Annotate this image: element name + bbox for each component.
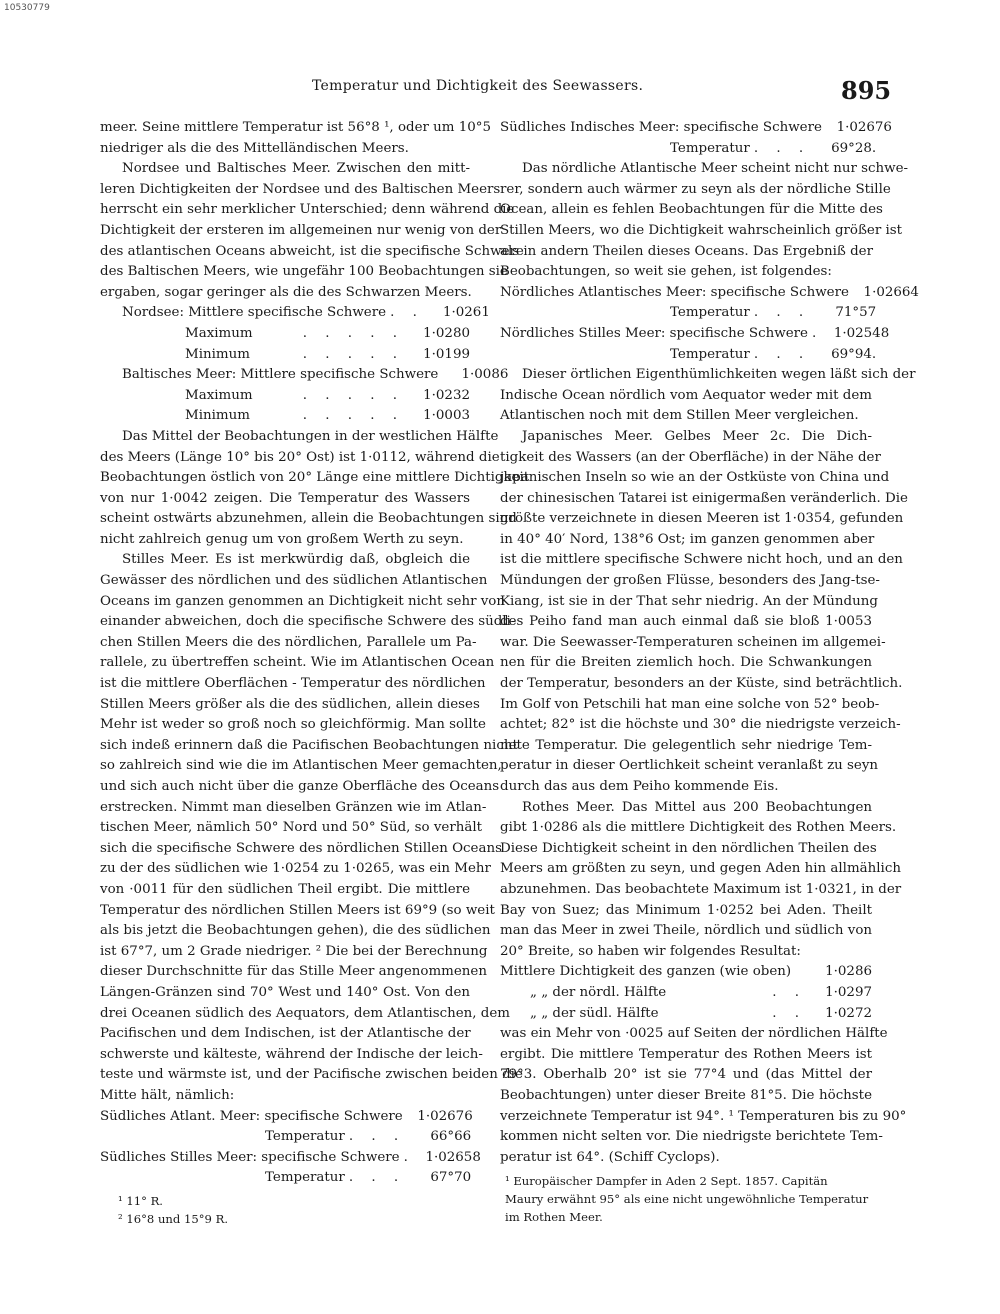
text-line: ist die mittlere Oberflächen - Temperatur des nördlichen [100, 676, 486, 692]
row-label: Temperatur [670, 305, 750, 321]
text-line: in 40° 40′ Nord, 138°6 Ost; im ganzen genommen aber [500, 531, 875, 547]
text-line: Das Mittel der Beobachtungen in der westlichen Hälfte [122, 428, 499, 444]
text-line: Stillen Meers, wo die Dichtigkeit wahrscheinlich größer ist [500, 222, 903, 238]
row-value: 1·0297 [825, 984, 872, 1000]
text-line: als bis jetzt die Beobachtungen gehen), die des südlichen [100, 923, 491, 939]
text-line: achtet; 82° ist die höchste und 30° die niedrigste verzeich- [500, 717, 901, 733]
table-row [100, 365, 509, 386]
table-row [100, 1107, 473, 1128]
page-identifier: 10530779 [4, 3, 50, 13]
text-line: Beobachtungen) unter dieser Breite 81°5. Die höchste [500, 1087, 872, 1103]
row-leader-dots: . . . [753, 305, 811, 321]
text-line: Längen-Gränzen sind 70° West und 140° Ost. Von den [100, 984, 470, 1000]
text-line: kommen nicht selten vor. Die niedrigste berichtete Tem- [500, 1129, 883, 1145]
footnote: ¹ Europäischer Dampfer in Aden 2 Sept. 1857. Capitän [505, 1174, 828, 1188]
row-label: Baltisches Meer: Mittlere specifische Schwere [122, 367, 439, 383]
text-line: durch das aus dem Peiho kommende Eis. [500, 779, 779, 794]
table-row [500, 962, 872, 983]
row-value: 71°57 [835, 305, 877, 321]
text-line: und sich auch nicht über die ganze Oberfläche des Oceans [100, 779, 500, 794]
row-leader-dots: . . . . . [302, 325, 404, 341]
text-line: dieser Durchschnitte für das Stille Meer angenommenen [100, 964, 487, 980]
text-line: nicht zahlreich genug um von großem Werth zu seyn. [100, 531, 464, 547]
text-line: Das nördliche Atlantische Meer scheint nicht nur schwe- [522, 161, 909, 177]
row-label: Temperatur [670, 140, 750, 156]
text-line: zu der des südlichen wie 1·0254 zu 1·0265, was ein Mehr [100, 861, 491, 877]
table-row [500, 324, 890, 345]
table-row [100, 1148, 481, 1169]
text-line: einander abweichen, doch die specifische Schwere des südli- [100, 614, 516, 630]
table-row [100, 303, 490, 324]
row-label: Temperatur [265, 1170, 345, 1186]
text-line: tigkeit des Wassers (an der Oberfläche) in der Nähe der [500, 449, 881, 465]
row-value: 1·0272 [825, 1005, 872, 1021]
text-line: der chinesischen Tatarei ist einigermaßen veränderlich. Die [500, 490, 908, 506]
text-line: nen für die Breiten ziemlich hoch. Die Schwankungen [500, 655, 872, 671]
footnotes-left [118, 1192, 228, 1228]
text-line: japanischen Inseln so wie an der Ostküste von China und [500, 470, 890, 486]
row-value: 1·0232 [423, 387, 470, 403]
text-line: Pacifischen und dem Indischen, ist der Atlantische der [100, 1026, 471, 1042]
table-row [100, 1168, 470, 1189]
text-line: chen Stillen Meers die des nördlichen, Parallele um Pa- [100, 634, 477, 650]
row-value: 1·02676 [417, 1108, 473, 1124]
text-line: Mehr ist weder so groß noch so gleichförmig. Man sollte [100, 717, 486, 733]
text-line: teste und wärmste ist, und der Pacifische zwischen beiden die [100, 1067, 523, 1083]
row-leader-dots: . [403, 1149, 415, 1165]
right-column [500, 118, 919, 1168]
text-line: meer. Seine mittlere Temperatur ist 56°8 ¹, oder um 10°5 [100, 120, 491, 135]
text-line: Kiang, ist sie in der That sehr niedrig. An der Mündung [500, 593, 878, 609]
row-leader-dots: . . . [348, 1170, 406, 1186]
text-line: Meers am größten zu seyn, und gegen Aden hin allmählich [500, 861, 901, 877]
text-line: der Temperatur, besonders an der Küste, sind beträchtlich. [500, 676, 903, 692]
text-line: des Meers (Länge 10° bis 20° Ost) ist 1·0112, während die [100, 449, 500, 465]
text-line: ist die mittlere specifische Schwere nicht hoch, und an den [500, 552, 903, 568]
row-value: 1·0280 [423, 325, 470, 341]
text-line: Rothes Meer. Das Mittel aus 200 Beobachtungen [522, 799, 872, 815]
footnote: Maury erwähnt 95° als eine nicht ungewöhnliche Temperatur [505, 1192, 869, 1206]
row-leader-dots: . [811, 325, 824, 341]
footnotes-right [505, 1172, 872, 1226]
row-label: Minimum [185, 408, 250, 424]
text-line: Gewässer des nördlichen und des südlichen Atlantischen [100, 573, 488, 589]
row-leader-dots: . . [390, 305, 424, 321]
text-line: herrscht ein sehr merklicher Unterschied; denn während die [100, 202, 515, 218]
table-row [100, 406, 470, 427]
text-line: schwerste und kälteste, während der Indische der leich- [100, 1046, 483, 1062]
text-line: abzunehmen. Das beobachtete Maximum ist 1·0321, in der [500, 881, 902, 897]
row-leader-dots: . . [772, 984, 806, 1000]
text-line: Bay von Suez; das Minimum 1·0252 bei Aden. Theilt [500, 902, 872, 918]
text-line: Diese Dichtigkeit scheint in den nördlichen Theilen des [500, 840, 877, 856]
row-label: Südliches Indisches Meer: specifische Schwere [500, 120, 822, 135]
text-line: rer, sondern auch wärmer zu seyn als der nördliche Stille [500, 181, 891, 197]
text-line: ergaben, sogar geringer als die des Schwarzen Meers. [100, 284, 472, 300]
footnote: im Rothen Meer. [505, 1210, 603, 1224]
row-label: Minimum [185, 346, 250, 362]
row-value: 66°66 [430, 1129, 472, 1145]
row-value: 67°70 [430, 1170, 472, 1186]
text-line: ist 67°7, um 2 Grade niedriger. ² Die bei der Berechnung [100, 943, 488, 959]
text-line: nete Temperatur. Die gelegentlich sehr niedrige Tem- [500, 737, 872, 753]
row-label: Südliches Atlant. Meer: specifische Schwere [100, 1108, 403, 1124]
text-line: Atlantischen noch mit dem Stillen Meer vergleichen. [500, 408, 859, 424]
row-label: Nördliches Atlantisches Meer: specifische Schwere [500, 284, 849, 300]
row-value: 1·0086 [461, 367, 509, 383]
table-row [500, 283, 919, 304]
row-label: Temperatur [670, 346, 750, 362]
row-value: 1·0286 [825, 964, 872, 980]
text-line: sich indeß erinnern daß die Pacifischen Beobachtungen nicht [100, 737, 518, 753]
footnote: ² 16°8 und 15°9 R. [118, 1212, 229, 1226]
text-line: von ·0011 für den südlichen Theil ergibt. Die mittlere [100, 881, 470, 897]
row-value: 1·02658 [425, 1149, 481, 1165]
table-row [100, 345, 470, 366]
row-leader-dots [438, 365, 446, 386]
text-line: ergibt. Die mittlere Temperatur des Rothen Meers ist [500, 1046, 872, 1062]
table-row [100, 386, 470, 407]
text-line: war. Die Seewasser-Temperaturen scheinen im allgemei- [500, 634, 886, 650]
text-line: gibt 1·0286 als die mittlere Dichtigkeit des Rothen Meers. [500, 820, 897, 836]
text-line: Oceans im ganzen genommen an Dichtigkeit nicht sehr von [100, 593, 505, 609]
row-value: 1·02548 [833, 325, 890, 341]
page-number: 895 [841, 76, 892, 105]
row-leader-dots [849, 283, 857, 304]
row-value: 69°28. [831, 140, 877, 156]
text-line: des atlantischen Oceans abweicht, ist die specifische Schwere [100, 243, 524, 259]
text-line: Dieser örtlichen Eigenthümlichkeiten wegen läßt sich der [522, 367, 916, 383]
row-leader-dots [403, 1107, 411, 1128]
text-line: sich die specifische Schwere des nördlichen Stillen Oceans [100, 840, 502, 856]
text-line: als in andern Theilen dieses Oceans. Das Ergebniß der [500, 243, 873, 259]
text-line: 79°3. Oberhalb 20° ist sie 77°4 und (das Mittel der [500, 1067, 872, 1083]
table-row [500, 983, 872, 1004]
row-label: „ „ der südl. Hälfte [530, 1005, 659, 1021]
footnote: ¹ 11° R. [118, 1194, 163, 1208]
text-line: größte verzeichnete in diesen Meeren ist 1·0354, gefunden [500, 511, 904, 527]
text-line: Japanisches Meer. Gelbes Meer 2c. Die Dich- [522, 428, 872, 444]
row-value: 1·02664 [863, 284, 919, 300]
text-line: des Peiho fand man auch einmal daß sie bloß 1·0053 [500, 614, 872, 630]
row-label: Maximum [185, 325, 253, 341]
text-line: Beobachtungen, so weit sie gehen, ist folgendes: [500, 264, 832, 280]
row-leader-dots: . . . [753, 140, 811, 156]
text-line: Indische Ocean nördlich vom Aequator weder mit dem [500, 387, 872, 403]
table-row [500, 139, 877, 160]
row-label: Maximum [185, 387, 253, 403]
text-line: Stillen Meers größer als die des südlichen, allein dieses [100, 696, 480, 712]
row-label: Nordsee: Mittlere specifische Schwere [122, 305, 387, 321]
text-line: peratur in dieser Oertlichkeit scheint veranlaßt zu seyn [500, 758, 879, 774]
row-leader-dots: . . . . . [302, 408, 404, 424]
table-row [500, 1004, 872, 1025]
row-value: 1·0261 [442, 305, 490, 321]
text-line: verzeichnete Temperatur ist 94°. ¹ Temperaturen bis zu 90° [500, 1108, 907, 1124]
row-label: Mittlere Dichtigkeit des ganzen (wie oben) [500, 964, 792, 980]
text-line: Dichtigkeit der ersteren im allgemeinen nur wenig von der [100, 222, 502, 238]
left-column [100, 118, 530, 1189]
row-label: Temperatur [265, 1129, 345, 1145]
text-line: peratur ist 64°. (Schiff Cyclops). [500, 1149, 720, 1165]
text-line: scheint ostwärts abzunehmen, allein die Beobachtungen sind [100, 511, 517, 527]
text-line: Ocean, allein es fehlen Beobachtungen für die Mitte des [500, 202, 883, 218]
row-value: 1·0003 [423, 408, 470, 424]
row-value: 1·0199 [423, 346, 470, 362]
text-line: Im Golf von Petschili hat man eine solche von 52° beob- [500, 696, 880, 712]
text-line: des Baltischen Meers, wie ungefähr 100 Beobachtungen sie [100, 264, 508, 280]
text-line: Beobachtungen östlich von 20° Länge eine mittlere Dichtigkeit [100, 470, 530, 486]
row-label: Südliches Stilles Meer: specifische Schwere [100, 1149, 400, 1165]
text-line: so zahlreich sind wie die im Atlantischen Meer gemachten, [100, 758, 502, 774]
row-label: Nördliches Stilles Meer: specifische Schwere [500, 325, 808, 341]
row-value: 1·02676 [836, 120, 892, 135]
text-line: rallele, zu übertreffen scheint. Wie im Atlantischen Ocean [100, 655, 495, 671]
text-line: tischen Meer, nämlich 50° Nord und 50° Süd, so verhält [100, 820, 483, 836]
row-leader-dots [822, 118, 830, 139]
text-line: Temperatur des nördlichen Stillen Meers ist 69°9 (so weit [100, 902, 495, 918]
row-label: „ „ der nördl. Hälfte [530, 984, 667, 1000]
table-row [100, 1127, 470, 1148]
text-line: von nur 1·0042 zeigen. Die Temperatur des Wassers [100, 490, 470, 506]
table-row [100, 324, 470, 345]
row-leader-dots: . . . [753, 346, 811, 362]
table-row [500, 345, 877, 366]
text-line: man das Meer in zwei Theile, nördlich und südlich von [500, 923, 873, 939]
text-line: Mündungen der großen Flüsse, besonders des Jang-tse- [500, 573, 880, 589]
text-line: niedriger als die des Mittelländischen Meers. [100, 140, 409, 156]
text-line: leren Dichtigkeiten der Nordsee und des Baltischen Meers [100, 181, 501, 197]
row-value: 69°94. [831, 346, 877, 362]
row-leader-dots [791, 962, 810, 983]
row-leader-dots: . . . . . [302, 387, 404, 403]
row-leader-dots: . . . [348, 1129, 406, 1145]
row-leader-dots: . . . . . [302, 346, 404, 362]
text-line: 20° Breite, so haben wir folgendes Resultat: [500, 943, 801, 959]
table-row [500, 303, 877, 324]
running-title: Temperatur und Dichtigkeit des Seewassers. [312, 78, 644, 94]
text-line: Mitte hält, nämlich: [100, 1087, 235, 1103]
text-line: drei Oceanen südlich des Aequators, dem Atlantischen, dem [100, 1005, 510, 1021]
text-line: was ein Mehr von ·0025 auf Seiten der nördlichen Hälfte [500, 1026, 888, 1042]
text-line: erstrecken. Nimmt man dieselben Gränzen wie im Atlan- [100, 799, 487, 815]
text-line: Nordsee und Baltisches Meer. Zwischen den mitt- [122, 161, 470, 177]
row-leader-dots: . . [772, 1005, 806, 1021]
table-row [500, 118, 892, 139]
text-line: Stilles Meer. Es ist merkwürdig daß, obgleich die [122, 552, 470, 568]
